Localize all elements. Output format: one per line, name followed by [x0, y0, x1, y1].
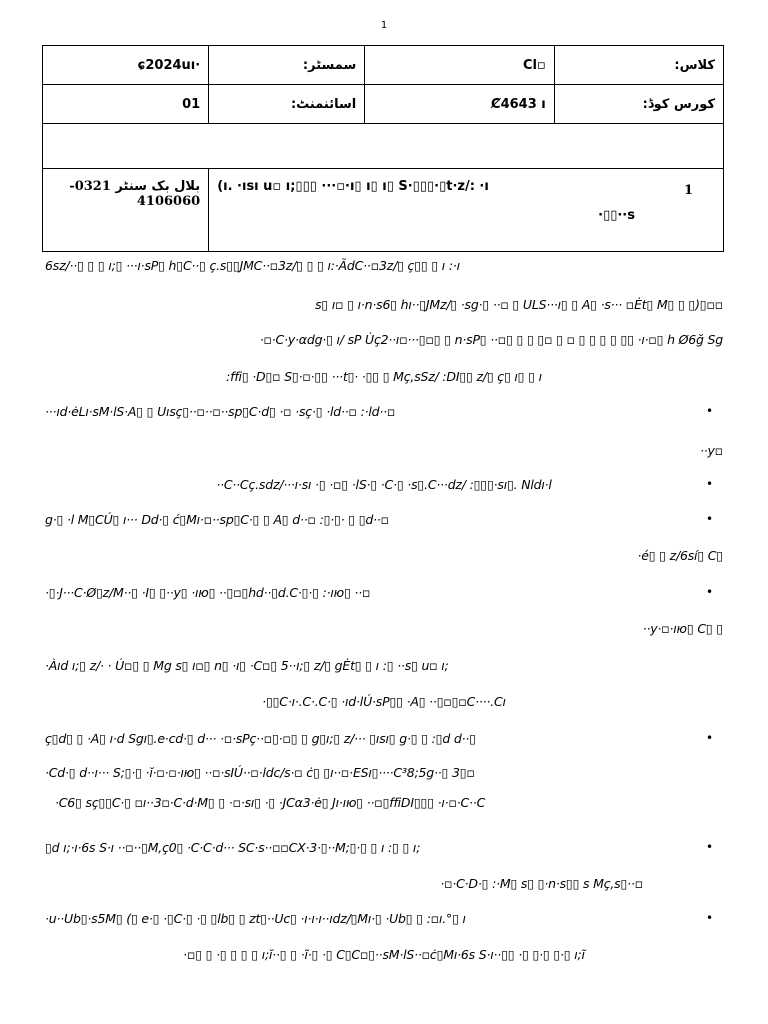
bullet-4: • [706, 585, 714, 599]
body-line-16: ·C6▯ sç▯▯C·▯ ▫ı··3▫·C·d·M▯ ▯ ·▫·sı▯ ·▯ ·JCα3·ė▯ Jı·ıю▯ ··▫▯ffiDI▯▯▯ ·ı·▫·C··C [55, 795, 486, 810]
body-line-20: ·▫▯ ▯ ·▯ ▯ ▯ ▯ ı;ĭ··▯ ▯ ·ĩ·▯ ·▯ C▯C▫▯··sM·lS··▫ċ▯Mı·6s S·ı··▯▯ ·▯ ▯·▯ ▯·▯ ı;ĩ [183, 947, 585, 962]
assignment-value: 01 [43, 85, 209, 124]
semester-value: ɕ2024uı· [43, 46, 209, 85]
body-line-6: ··y▫ [699, 443, 723, 458]
bullet-1: • [706, 404, 714, 418]
body-line-2: s▯ ı▫ ▯ ı·n·s6▯ hı··▯JMz/▯ ·sg·▯ ··▫ ▯ ULS···ı▯ ▯ A▯ ·s··· ▫Ėt▯ M▯ ▯ ▯)▯▫▫ [315, 297, 723, 312]
bullet-5: • [706, 731, 714, 745]
body-line-3: ·▫·C·y·αdg·▯ ı/ sP Ùç2··ı▫···▯▫▯ ▯ n·sP▯ ··▫▯ ▯ ▯ ▯▫ ▯ ▫ ▯ ▯ ▯ ▯ ▯▯ ·ı·▫▯ h Ø6ğ Sg [259, 332, 723, 347]
body-line-18: ·▫·C·D·▯ :·M▯ s▯ ▯·n·s▯▯ s Mç,s▯··▫ [440, 876, 643, 891]
question-text-2: ·▯▯··s [598, 208, 635, 223]
body-line-15: ·Cd·▯ d··ı··· S;▯·▯ ·ĭ·▫·▫·ıю▯ ··▫·sIÚ··▫·ldc/s·▫ ċ▯ ▯ı··▫·ESı▯····C³8;5g··▯ 3▯▫ [45, 765, 475, 780]
assignment-header-table [42, 45, 724, 252]
body-line-11: ··y·▫·ıю▯ C▯ ▯ [642, 621, 723, 636]
body-line-5: ···ıd·ėLı·sM·lS·A▯ ▯ Uısç▯··▫··▫··sp▯C·d▯ ·▫ ·sç·▯ ·ld··▫ :·ld··▫ [45, 404, 396, 419]
body-line-19: ·u··Ub▯·s5M▯ (▯ e·▯ ·▯C·▯ ·▯ ▯lb▯ ▯ zt▯··Uc▯ ·ı·ı·ı··ıdz/▯Mı·▯ ·Ub▯ ▯ :▫ı.°▯ ı [45, 911, 466, 926]
course-code-value: Ȼ4643 ı [365, 85, 555, 124]
shop-cell [43, 169, 209, 252]
header-row-course [43, 85, 724, 124]
question-text: (ı. ·ısı u▫ ı;▯▯▯ ···▫·ı▯ ı▯ ı▯ S·▯▯▯·▯t·z/: ·ı [217, 179, 489, 194]
page-number: 1 [380, 20, 388, 31]
question-number: 1 [683, 183, 693, 198]
body-line-8: g·▯ ·l M▯CÚ▯ ı··· Dd·▯ ć▯Mı·▫··sp▯C·▯ ▯ A▯ d··▫ :▯·▯· ▯ ▯d··▫ [45, 512, 389, 527]
shop-phone: 0321-4106060 [69, 179, 201, 209]
bullet-2: • [706, 477, 714, 491]
header-row-blank [43, 124, 724, 169]
header-row-class [43, 46, 724, 85]
assignment-label: اسائنمنٹ: [209, 85, 365, 124]
bullet-6: • [706, 840, 714, 854]
course-code-label: کورس کوڈ: [554, 85, 723, 124]
body-line-17: ▯d ı;·ı·6s S·ı ··▫··▯M,ç0▯ ·C·C·d··· SC·s··▫▫CX·3·▯··M;▯·▯ ▯ ı :▯ ▯ ı; [45, 840, 421, 855]
body-line-14: ç▯d▯ ▯ ·A▯ ı·d Sgı▯.e·cd·▯ d··· ·▫·sPç··▫▯·▫▯ ▯ g▯ı;▯ z/··· ▯ısı▯ g·▯ ▯ :▯d d··▯ [45, 731, 476, 746]
blank-cell [43, 124, 724, 169]
body-line-12: ·Àıd ı;▯ z/· · Ú▫▯ ▯ Mg s▯ ı▫▯ n▯ ·ı▯ ·C▫▯ 5··ı;▯ z/▯ gĖt▯ ▯ ı :▯ ··s▯ u▫ ı; [45, 658, 449, 673]
question-cell [209, 169, 724, 252]
body-line-4: :ffi▯ ·D▯▫ S▯·▫·▯▯ ···t▯· ·▯▯ ▯ Mç,sSz/ :DI▯▯ z/▯ ç▯ ı▯ ▯ ı [226, 369, 542, 384]
class-label: کلاس: [554, 46, 723, 85]
bullet-3: • [706, 512, 714, 526]
body-line-1: 6sz/··▯ ▯ ▯ ı;▯ ···ı·sP▯ h▯C··▯ ç.s▯▯JMC··▫3z/▯ ▯ ▯ ı:·ÃdC··▫3z/▯ ç▯▯ ▯ ı :·ı [45, 258, 460, 273]
body-line-10: ·▯·J···C·Ø▯z/M··▯ ·I▯ ▯··y▯ ·ıю▯ ··▯▫▯hd··▯d.C·▯·▯ :·ıю▯ ··▫ [45, 585, 371, 600]
shop-name: بلال بک سنٹر [115, 179, 201, 194]
body-line-7: ··C··Cç.sdz/···ı·sı ·▯ ·▫▯ ·lS·▯ ·C·▯ ·s▯.C···dz/ :▯▯▯·sı▯. Nldı·l [216, 477, 552, 492]
bullet-7: • [706, 911, 714, 925]
body-line-13: ·▯▯C·ı·.C·.C·▯ ·ıd·lÚ·sP▯▯ ·A▯ ··▯▫▯▫C····.Cı [262, 694, 506, 709]
semester-label: سمسٹر: [209, 46, 365, 85]
header-row-question [43, 169, 724, 252]
class-value: Cl▫ [365, 46, 555, 85]
body-line-9: ·é▯ ▯ z/6sí▯ C▯ [637, 548, 723, 563]
